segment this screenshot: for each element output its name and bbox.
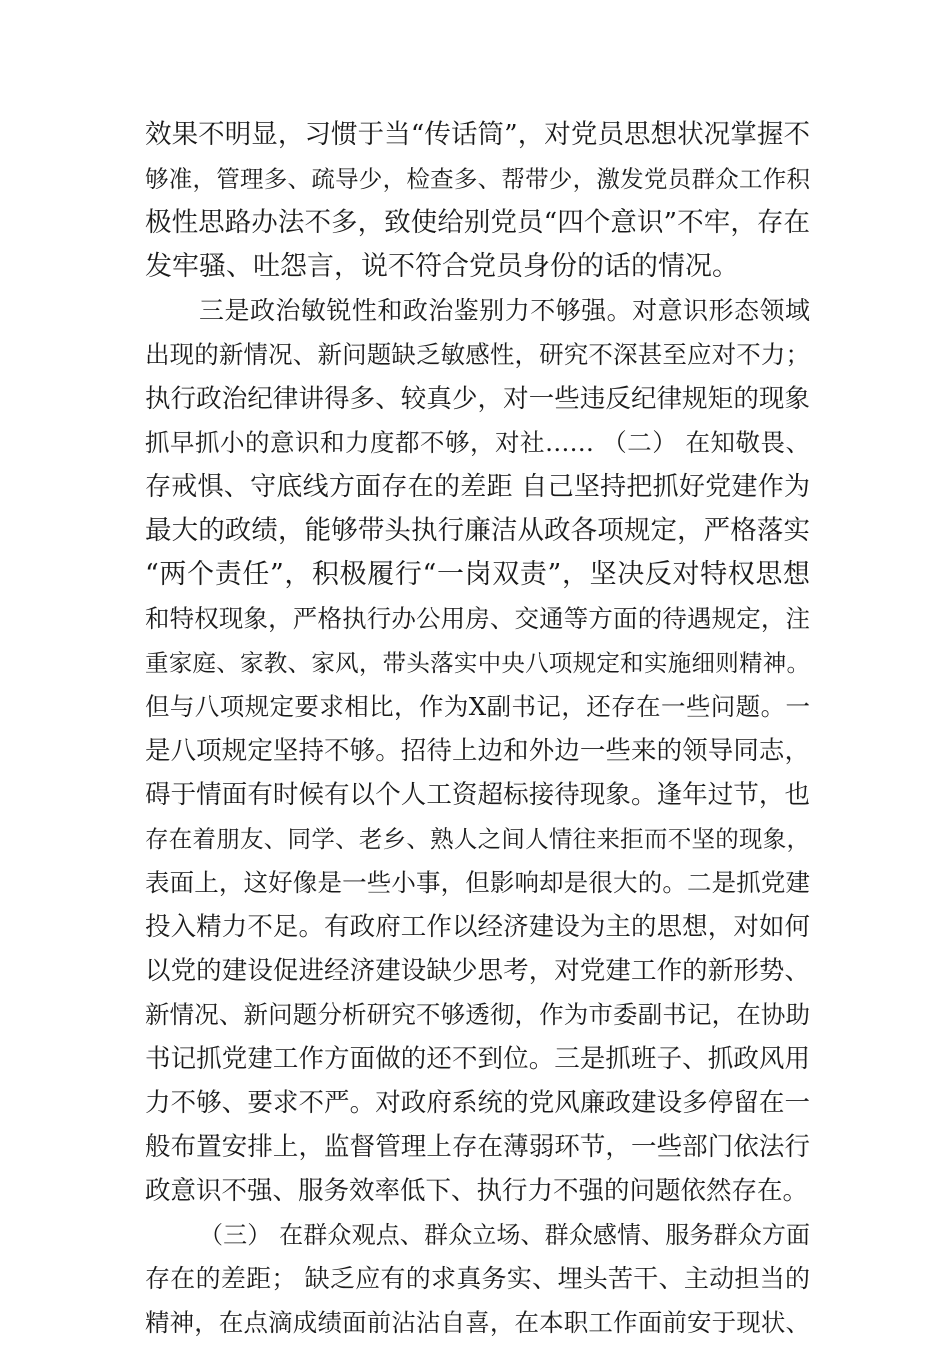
text-line: 执行政治纪律讲得多、较真少，对一些违反纪律规矩的现象 bbox=[145, 384, 810, 414]
text-line: 政意识不强、服务效率低下、执行力不强的问题依然存在。 bbox=[145, 1176, 809, 1206]
text-line: 以党的建设促进经济建设缺少思考，对党建工作的新形势、 bbox=[145, 956, 810, 986]
text-line: 和特权现象，严格执行办公用房、交通等方面的待遇规定，注 bbox=[145, 604, 810, 633]
text-line: 精神，在点滴成绩面前沾沾自喜，在本职工作面前安于现状、 bbox=[145, 1308, 810, 1337]
text-line: 三是政治敏锐性和政治鉴别力不够强。对意识形态领域 bbox=[199, 296, 810, 325]
text-line: 够准，管理多、疏导少，检查多、帮带少，激发党员群众工作积 bbox=[145, 165, 810, 193]
text-line: 新情况、新问题分析研究不够透彻，作为市委副书记，在协助 bbox=[145, 1000, 810, 1029]
text-line: 发牢骚、吐怨言，说不符合党员身份的话的情况。 bbox=[145, 251, 739, 282]
text-line: 存在的差距； 缺乏应有的求真务实、埋头苦干、主动担当的 bbox=[145, 1264, 810, 1293]
text-line: “两个责任”，积极履行“一岗双责”，坚决反对特权思想 bbox=[145, 559, 810, 590]
text-line: 极性思路办法不多，致使给别党员“四个意识”不牢，存在 bbox=[145, 207, 810, 238]
text-line: 但与八项规定要求相比，作为X副书记，还存在一些问题。一 bbox=[145, 692, 810, 721]
document-body bbox=[145, 113, 810, 1345]
text-line: 效果不明显，习惯于当“传话筒”，对党员思想状况掌握不 bbox=[145, 119, 810, 150]
text-line: 存在着朋友、同学、老乡、熟人之间人情往来拒而不坚的现象， bbox=[145, 825, 810, 853]
text-line: 存戒惧、守底线方面存在的差距 自己坚持把抓好党建作为 bbox=[145, 472, 810, 502]
text-line: 投入精力不足。有政府工作以经济建设为主的思想，对如何 bbox=[145, 912, 810, 942]
text-line: 表面上，这好像是一些小事，但影响却是很大的。二是抓党建 bbox=[145, 868, 810, 897]
text-line: 碍于情面有时候有以个人工资超标接待现象。逢年过节，也 bbox=[145, 780, 810, 810]
text-line: 重家庭、家教、家风，带头落实中央八项规定和实施细则精神。 bbox=[145, 649, 810, 677]
text-line: 是八项规定坚持不够。招待上边和外边一些来的领导同志， bbox=[145, 736, 810, 766]
text-line: （三） 在群众观点、群众立场、群众感情、服务群众方面 bbox=[199, 1221, 810, 1249]
text-line: 抓早抓小的意识和力度都不够，对社…… （二） 在知敬畏、 bbox=[145, 428, 810, 457]
text-line: 般布置安排上，监督管理上存在薄弱环节，一些部门依法行 bbox=[145, 1132, 810, 1162]
text-line: 力不够、要求不严。对政府系统的党风廉政建设多停留在一 bbox=[145, 1088, 810, 1118]
text-line: 最大的政绩，能够带头执行廉洁从政各项规定，严格落实 bbox=[145, 515, 810, 546]
text-line: 书记抓党建工作方面做的还不到位。三是抓班子、抓政风用 bbox=[145, 1044, 810, 1074]
text-line: 出现的新情况、新问题缺乏敏感性，研究不深甚至应对不力； bbox=[145, 340, 810, 369]
